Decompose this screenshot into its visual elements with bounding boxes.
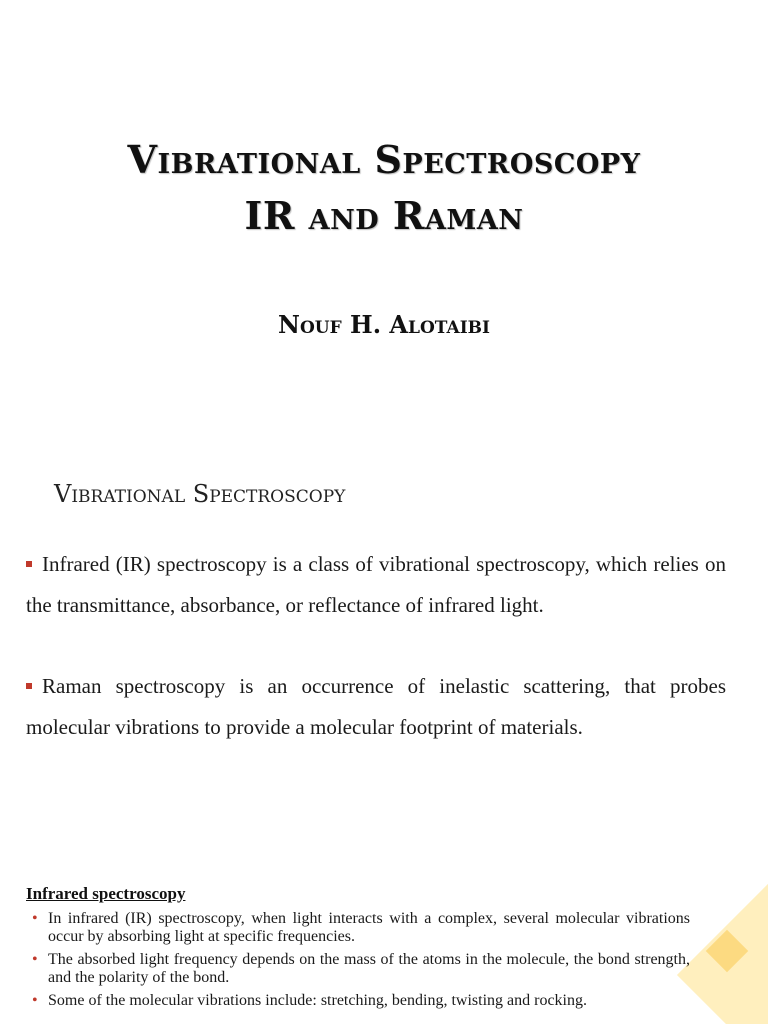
title-line-2: IR and Raman — [244, 193, 524, 238]
slide-heading: Vibrational Spectroscopy — [54, 480, 346, 508]
author-name: Nouf H. Alotaibi — [278, 310, 490, 339]
bullet-raman-text: Raman spectroscopy is an occurrence of inelastic scattering, that probes molecular vibrations to provide a molecular footprint of materials. — [26, 674, 726, 739]
bullet-ir — [26, 544, 726, 626]
slide-title — [0, 132, 768, 244]
bullet-raman — [26, 666, 726, 748]
bullet-dot-icon: • — [32, 910, 38, 927]
list-item: • Some of the molecular vibrations include: stretching, bending, twisting and rocking. — [32, 992, 587, 1009]
bullet-dot-icon: • — [32, 951, 38, 968]
list-item: • In infrared (IR) spectroscopy, when light interacts with a complex, several molecular vibrations occur by absorbing light at specific frequencies. — [32, 910, 690, 945]
slide-heading: Infrared spectroscopy — [26, 884, 186, 903]
title-line-1: Vibrational Spectroscopy — [127, 137, 641, 182]
infrared-spectroscopy-slide — [0, 860, 768, 1024]
bullet-ir-text: Infrared (IR) spectroscopy is a class of vibrational spectroscopy, which relies on the transmittance, absorbance, or reflectance of infrared light. — [26, 552, 726, 617]
bullet-list — [30, 910, 690, 1015]
bullet-dot-icon: • — [32, 992, 38, 1009]
title-slide — [0, 0, 768, 420]
square-bullet-icon — [26, 683, 32, 689]
list-item: • The absorbed light frequency depends on the mass of the atoms in the molecule, the bond strength, and the polarity of the bond. — [32, 951, 690, 986]
vibrational-spectroscopy-slide — [0, 440, 768, 800]
square-bullet-icon — [26, 561, 32, 567]
